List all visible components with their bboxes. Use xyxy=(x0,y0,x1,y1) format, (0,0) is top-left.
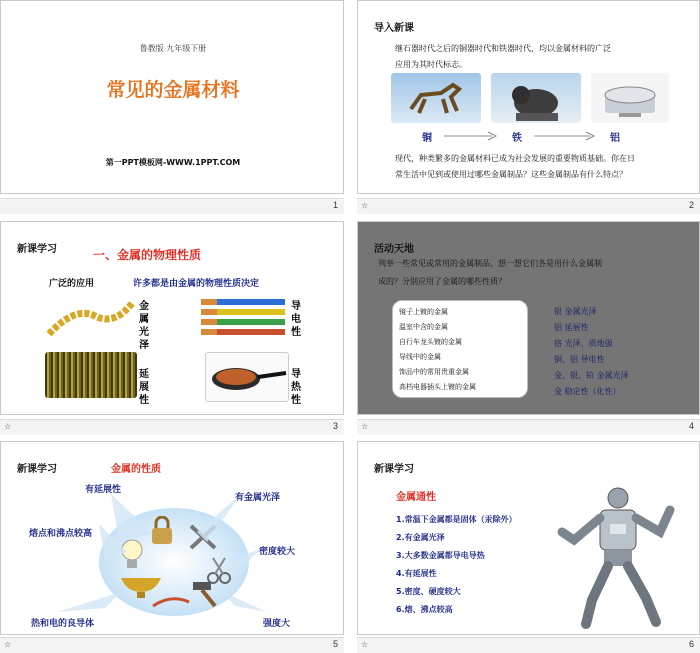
aluminum-cooker-icon xyxy=(591,73,669,123)
answer-row: 铬 光泽、质地强 xyxy=(554,339,613,348)
bronze-horse-image xyxy=(391,73,481,123)
star-icon[interactable]: ☆ xyxy=(361,201,369,210)
publisher-text: 鲁教版 九年级下册 xyxy=(139,44,207,53)
label-aluminum: 铝 xyxy=(610,133,620,144)
slide-thumbnail-4[interactable] xyxy=(357,221,700,435)
items-box xyxy=(392,300,528,398)
footer-text: 第一PPT模板网-WWW.1PPT.COM xyxy=(105,158,241,167)
robot-icon xyxy=(552,480,682,630)
question-text-1: 现代，种类繁多的金属材料已成为社会发展的重要物质基础。你在日 xyxy=(395,154,635,163)
frying-pan-icon xyxy=(206,353,290,403)
item-row: 温室中含的金属 xyxy=(399,323,448,331)
slide-canvas-6 xyxy=(357,441,700,635)
copper-wires-icon xyxy=(197,292,289,338)
prop-conductivity: 导电性 xyxy=(291,301,301,338)
slide-number: 1 xyxy=(332,200,338,210)
property-ductility: 有延展性 xyxy=(85,485,122,495)
slide-number: 6 xyxy=(688,639,694,649)
question-line-2: 成的？分别应用了金属的哪些性质？ xyxy=(378,277,506,286)
slide-canvas-3 xyxy=(0,221,344,415)
section-title: 一、金属的物理性质 xyxy=(93,248,202,262)
item-row: 导线中的金属 xyxy=(399,353,441,361)
prop-ductility: 延展性 xyxy=(139,369,149,406)
slide-number: 2 xyxy=(688,200,694,210)
star-icon[interactable]: ☆ xyxy=(361,422,369,431)
item-row: 自行车龙头镀的金属 xyxy=(399,338,462,346)
slide-number: 3 xyxy=(332,421,338,431)
slide-canvas-4 xyxy=(357,221,700,415)
slide-canvas-2 xyxy=(357,0,700,194)
property-item: 4.有延展性 xyxy=(396,569,437,578)
slide-number-bar xyxy=(0,419,344,435)
property-item: 3.大多数金属都导电导热 xyxy=(396,551,485,560)
subtitle-determined: 许多都是由金属的物理性质决定 xyxy=(133,279,260,289)
slide-number-bar xyxy=(0,637,344,653)
property-density: 密度较大 xyxy=(259,547,296,557)
property-strength: 强度大 xyxy=(263,619,291,629)
slide-thumbnail-5[interactable] xyxy=(0,441,344,653)
section-title: 金属的性质 xyxy=(111,464,161,475)
property-item: 6.熔、沸点较高 xyxy=(396,605,453,614)
subtitle-wide-use: 广泛的应用 xyxy=(49,279,95,289)
question-text-2: 常生活中见到或使用过哪些金属制品？这些金属制品有什么特点？ xyxy=(395,170,627,179)
slide-header: 导入新课 xyxy=(374,23,414,34)
iron-lion-icon xyxy=(491,73,581,123)
slide-number-bar xyxy=(0,198,344,214)
slide-number: 5 xyxy=(332,639,338,649)
answer-row: 铜、铝 导电性 xyxy=(554,355,605,364)
gold-foil-image xyxy=(45,352,137,398)
slide-header: 新课学习 xyxy=(17,244,57,255)
bronze-horse-icon xyxy=(391,73,481,123)
aluminum-cooker-image xyxy=(591,73,669,123)
property-item: 1.常温下金属都是固体（汞除外） xyxy=(396,515,517,524)
label-iron: 铁 xyxy=(512,133,522,144)
frying-pan-image xyxy=(205,352,289,402)
item-row: 饰品中的常用贵重金属 xyxy=(399,368,469,376)
property-item: 5.密度、硬度较大 xyxy=(396,587,461,596)
item-row: 镜子上镀的金属 xyxy=(399,308,448,316)
slide-title: 常见的金属材料 xyxy=(106,79,240,101)
star-icon[interactable]: ☆ xyxy=(361,640,369,649)
star-icon[interactable]: ☆ xyxy=(4,422,12,431)
answer-row: 金 稳定性（化性） xyxy=(554,387,621,396)
arrow-right-icon xyxy=(534,131,598,141)
answer-row: 铝 延展性 xyxy=(554,323,589,332)
slide-canvas-5 xyxy=(0,441,344,635)
slide-number: 4 xyxy=(688,421,694,431)
arrow-right-icon xyxy=(444,131,500,141)
intro-text-2: 应用为其时代标志。 xyxy=(395,60,467,69)
answer-row: 金、银、铂 金属光泽 xyxy=(554,371,629,380)
slide-canvas-1 xyxy=(0,0,344,194)
item-row: 高档电器插头上镀的金属 xyxy=(399,383,476,391)
prop-luster: 金属光泽 xyxy=(139,301,149,351)
slide-header: 新课学习 xyxy=(17,464,57,475)
section-title: 金属通性 xyxy=(396,492,436,503)
property-melting-point: 熔点和沸点较高 xyxy=(29,529,93,539)
slide-header: 活动天地 xyxy=(374,244,414,255)
slide-thumbnail-1[interactable] xyxy=(0,0,344,214)
slide-header: 新课学习 xyxy=(374,464,414,475)
star-icon[interactable]: ☆ xyxy=(4,640,12,649)
answer-row: 银 金属光泽 xyxy=(554,307,597,316)
slide-number-bar xyxy=(357,419,700,435)
property-item: 2.有金属光泽 xyxy=(396,533,445,542)
property-conductor: 热和电的良导体 xyxy=(31,619,95,629)
question-line-1: 列举一些常见或常用的金属制品，想一想它们各是用什么金属制 xyxy=(378,259,602,268)
slide-thumbnail-2[interactable] xyxy=(357,0,700,214)
property-luster: 有金属光泽 xyxy=(235,493,281,503)
slide-number-bar xyxy=(357,198,700,214)
slide-number-bar xyxy=(357,637,700,653)
slide-thumbnail-6[interactable] xyxy=(357,441,700,653)
gold-chain-icon xyxy=(45,298,137,338)
slide-thumbnail-3[interactable] xyxy=(0,221,344,435)
label-copper: 铜 xyxy=(422,133,432,144)
prop-heat-conductivity: 导热性 xyxy=(291,369,301,406)
intro-text-1: 继石器时代之后的铜器时代和铁器时代，均以金属材料的广泛 xyxy=(395,44,611,53)
iron-lion-image xyxy=(491,73,581,123)
